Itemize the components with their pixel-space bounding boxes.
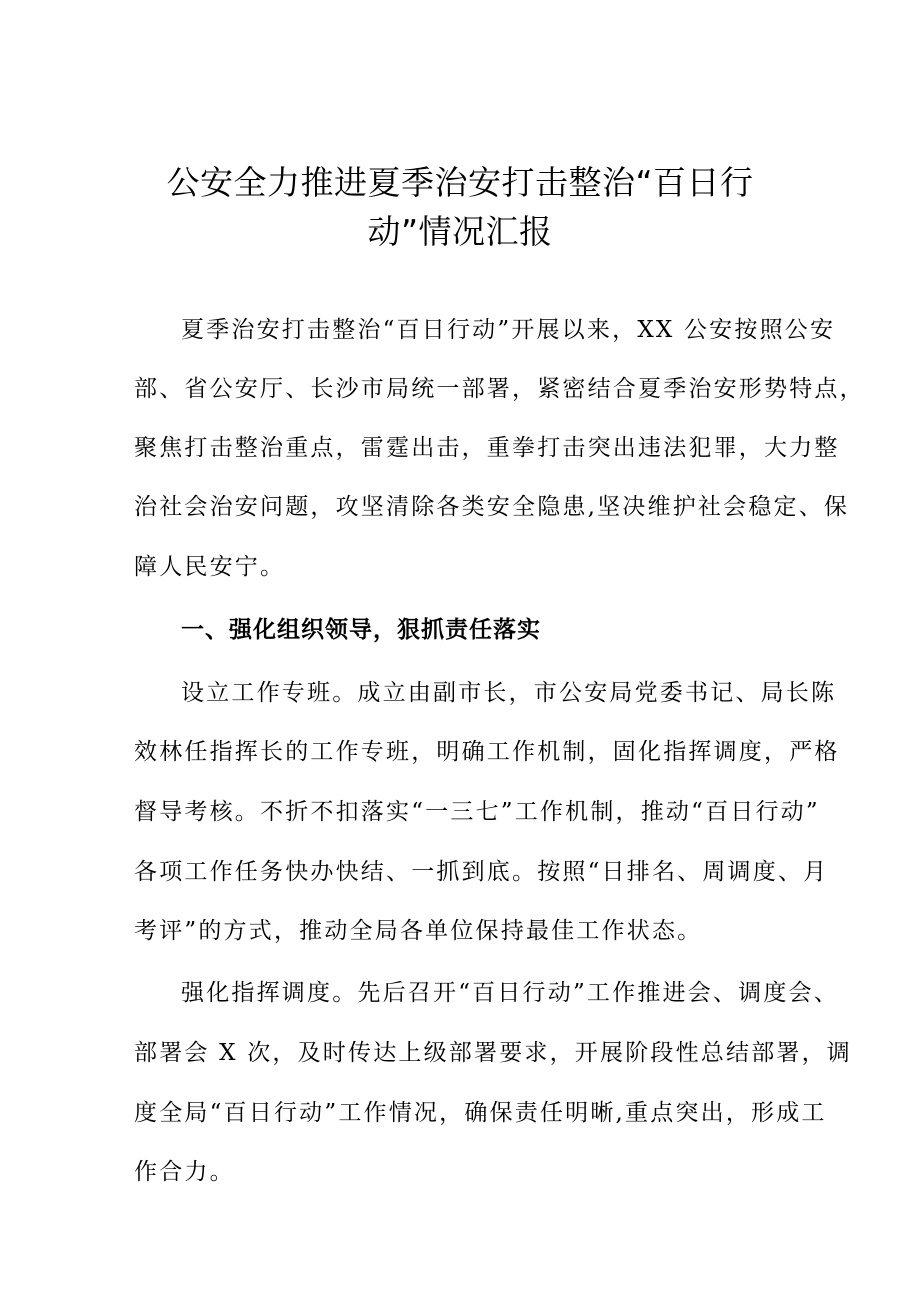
- paragraph-line: 效林任指挥长的工作专班，明确工作机制，固化指挥调度，严格: [134, 739, 840, 765]
- paragraph-line: 督导考核。不折不扣落实“一三七”工作机制，推动“百日行动”: [134, 799, 820, 825]
- paragraph-line: 部署会 X 次，及时传达上级部署要求，开展阶段性总结部署，调: [134, 1040, 852, 1066]
- section-heading: 一、强化组织领导，狠抓责任落实: [181, 617, 541, 643]
- paragraph-line: 各项工作任务快办快结、一抓到底。按照“日排名、周调度、月: [134, 859, 829, 885]
- paragraph-line: 强化指挥调度。先后召开“百日行动”工作推进会、调度会、: [181, 980, 839, 1006]
- document-title-line-2: 动”情况汇报: [367, 212, 553, 251]
- intro-paragraph-line: 障人民安宁。: [134, 554, 286, 580]
- paragraph-line: 设立工作专班。成立由副市长，市公安局党委书记、局长陈: [181, 680, 837, 706]
- paragraph-line: 考评”的方式，推动全局各单位保持最佳工作状态。: [134, 918, 703, 944]
- paragraph-line: 作合力。: [134, 1159, 235, 1185]
- intro-paragraph-line: 夏季治安打击整治“百日行动”开展以来，XX 公安按照公安: [181, 317, 836, 343]
- intro-paragraph-line: 部、省公安厅、长沙市局统一部署，紧密结合夏季治安形势特点，: [134, 376, 865, 402]
- paragraph-line: 度全局“百日行动”工作情况，确保责任明晰,重点突出，形成工: [134, 1100, 827, 1126]
- document-title-line-1: 公安全力推进夏季治安打击整治“百日行: [166, 163, 754, 202]
- intro-paragraph-line: 治社会治安问题，攻坚清除各类安全隐患,坚决维护社会稳定、保: [134, 494, 850, 520]
- intro-paragraph-line: 聚焦打击整治重点，雷霆出击，重拳打击突出违法犯罪，大力整: [134, 435, 840, 461]
